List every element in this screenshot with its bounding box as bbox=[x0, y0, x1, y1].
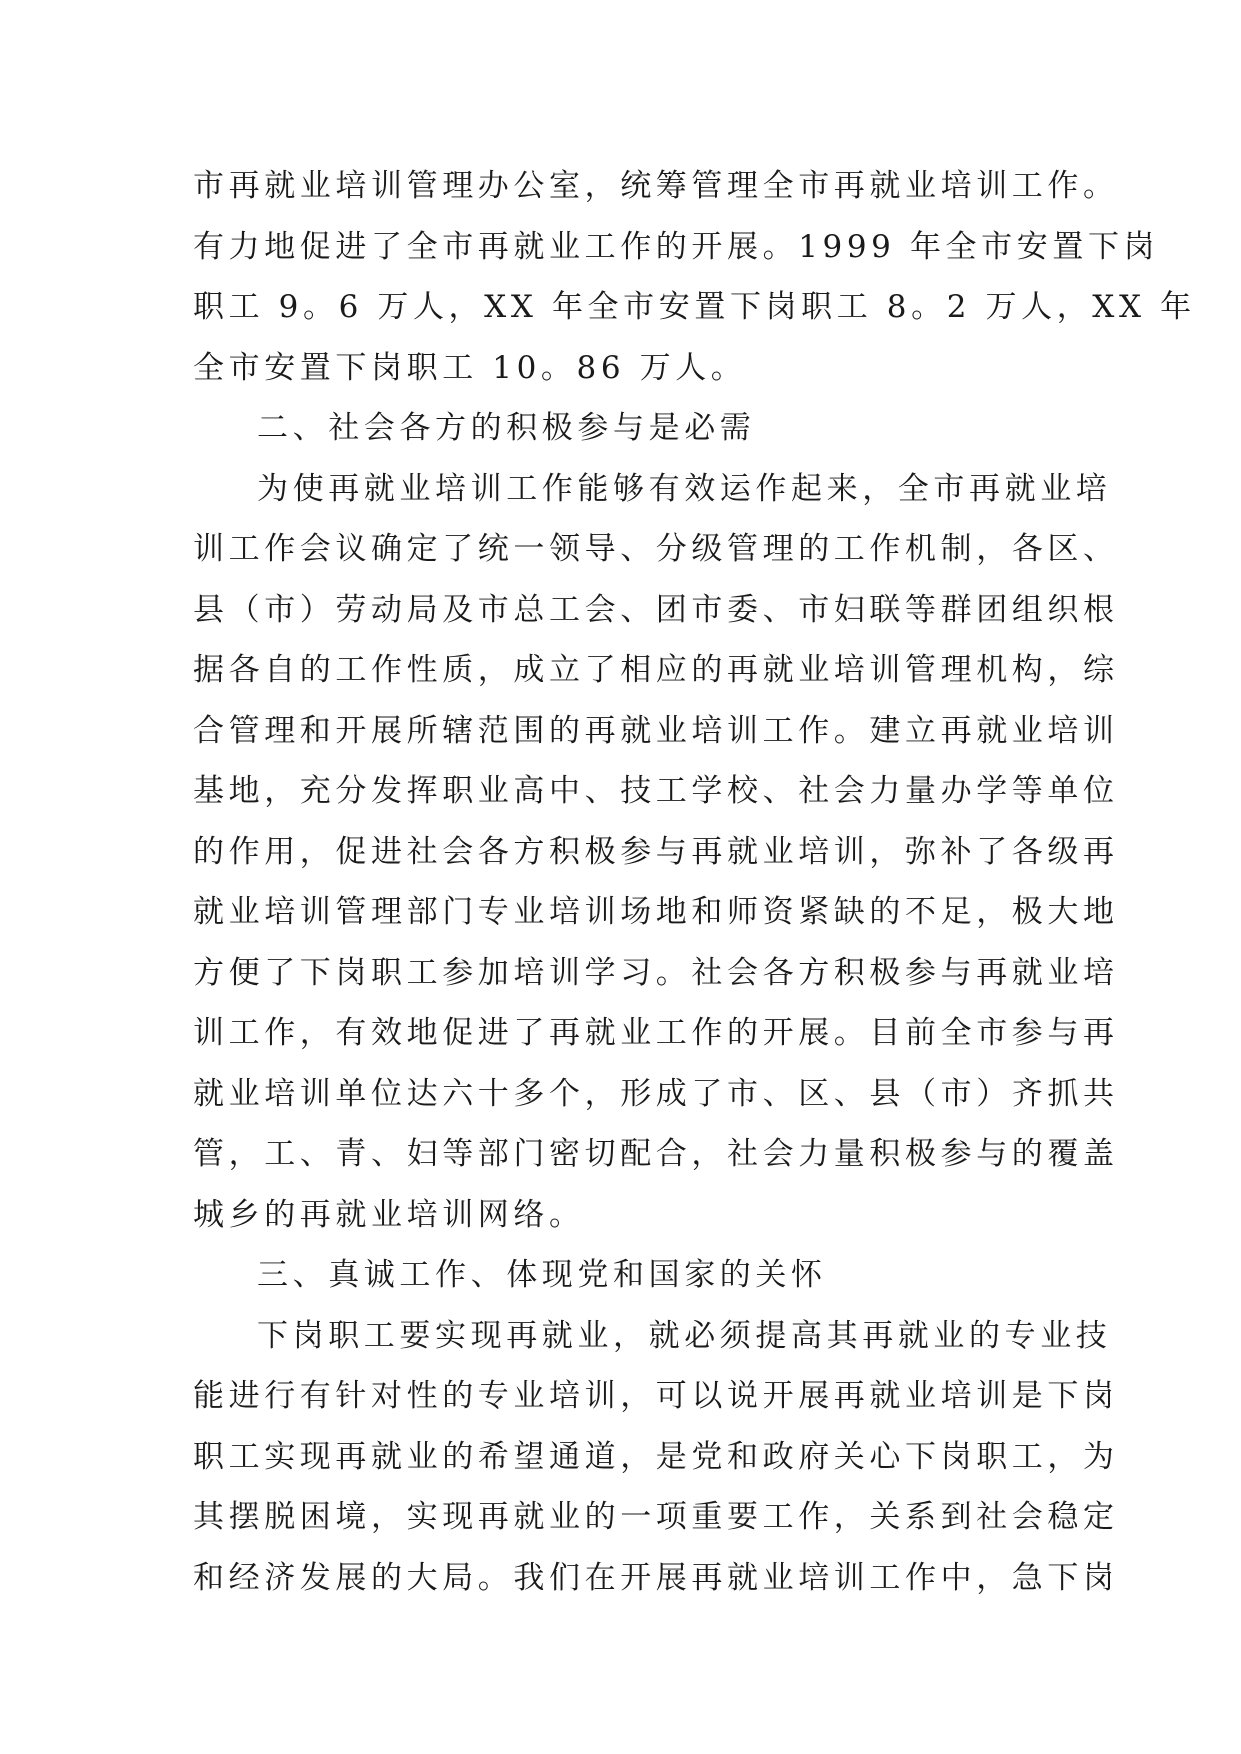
text-line: 职工实现再就业的希望通道，是党和政府关心下岗职工，为 bbox=[193, 1438, 1119, 1475]
document-body bbox=[193, 156, 1196, 1608]
section-heading-2: 二、社会各方的积极参与是必需 bbox=[257, 410, 756, 446]
text-line: 县（市）劳动局及市总工会、团市委、市妇联等群团组织根 bbox=[193, 591, 1119, 628]
text-line: 和经济发展的大局。我们在开展再就业培训工作中，急下岗 bbox=[193, 1559, 1119, 1596]
text-line: 管，工、青、妇等部门密切配合，社会力量积极参与的覆盖 bbox=[193, 1136, 1119, 1172]
text-line: 据各自的工作性质，成立了相应的再就业培训管理机构，综 bbox=[193, 652, 1119, 688]
text-line: 训工作会议确定了统一领导、分级管理的工作机制，各区、 bbox=[193, 531, 1119, 567]
text-line: 市再就业培训管理办公室，统筹管理全市再就业培训工作。 bbox=[193, 168, 1119, 204]
text-line: 就业培训单位达六十多个，形成了市、区、县（市）齐抓共 bbox=[193, 1075, 1119, 1112]
text-line: 方便了下岗职工参加培训学习。社会各方积极参与再就业培 bbox=[193, 954, 1119, 991]
text-line: 有力地促进了全市再就业工作的开展。1999 年全市安置下岗 bbox=[193, 228, 1160, 265]
text-line: 能进行有针对性的专业培训，可以说开展再就业培训是下岗 bbox=[193, 1378, 1119, 1414]
text-line: 下岗职工要实现再就业，就必须提高其再就业的专业技 bbox=[257, 1317, 1112, 1354]
text-line: 其摆脱困境，实现再就业的一项重要工作，关系到社会稳定 bbox=[193, 1499, 1119, 1535]
text-line: 训工作，有效地促进了再就业工作的开展。目前全市参与再 bbox=[193, 1015, 1119, 1051]
text-line: 城乡的再就业培训网络。 bbox=[193, 1196, 585, 1233]
text-line: 为使再就业培训工作能够有效运作起来，全市再就业培 bbox=[257, 470, 1112, 507]
text-line: 就业培训管理部门专业培训场地和师资紧缺的不足，极大地 bbox=[193, 894, 1119, 930]
text-line: 合管理和开展所辖范围的再就业培训工作。建立再就业培训 bbox=[193, 712, 1119, 749]
text-line: 基地，充分发挥职业高中、技工学校、社会力量办学等单位 bbox=[193, 773, 1119, 809]
text-line: 职工 9。6 万人，XX 年全市安置下岗职工 8。2 万人，XX 年 bbox=[193, 289, 1196, 325]
section-heading-3: 三、真诚工作、体现党和国家的关怀 bbox=[257, 1257, 827, 1293]
text-line: 的作用，促进社会各方积极参与再就业培训，弥补了各级再 bbox=[193, 833, 1119, 870]
text-line: 全市安置下岗职工 10。86 万人。 bbox=[193, 349, 747, 386]
